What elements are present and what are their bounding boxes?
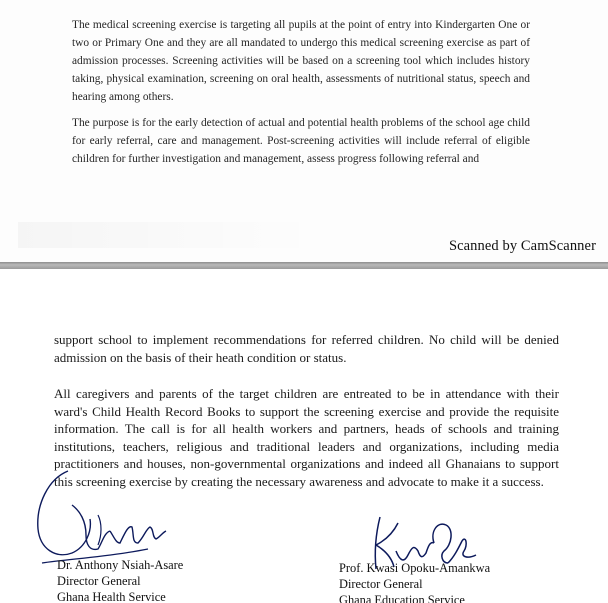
signatory-title: Director General (57, 573, 141, 588)
camscanner-watermark: Scanned by CamScanner (448, 238, 596, 254)
signatory-organization: Ghana Education Service (339, 592, 465, 603)
paragraph-call-to-action: All caregivers and parents of the target children are entreated to be in attendance with their ward's Child Health Record Books to support the screening exercise and provide the requisite information. The call is for all health workers and partners, heads of schools and training institutions, teachers, religious and traditional leaders and organizations, including media practitioners and houses, non-governmental organizations and indeed all Ghanaians to support this screening exercise by creating the necessary awareness and advocate to make it a success. (54, 386, 559, 489)
signatory-title: Director General (339, 576, 423, 591)
scan-smudge (18, 222, 318, 248)
signatory-organization: Ghana Health Service (57, 589, 166, 603)
signatory-left (57, 558, 183, 603)
signatory-name: Prof. Kwasi Opoku-Amankwa (339, 561, 491, 575)
scanned-page-bottom (0, 269, 608, 603)
paragraph-support-school: support school to implement recommendations for referred children. No child will be denied admission on the basis of their heath condition or status. (54, 332, 559, 365)
page-divider (0, 262, 608, 269)
signatory-name: Dr. Anthony Nsiah-Asare (57, 558, 184, 572)
scanned-page-top (0, 0, 608, 262)
paragraph-screening-target: The medical screening exercise is targeting all pupils at the point of entry into Kindergarten One or two or Primary One and they are all mandated to undergo this medical screening exercise as part of admission processes. Screening activities will be based on a screening tool which includes history taking, physical examination, screening on oral health, assessments of nutritional status, speech and hearing among others. (72, 19, 530, 103)
paragraph-purpose: The purpose is for the early detection of actual and potential health problems of the school age child for early referral, care and management. Post-screening activities will include referral of eligible children for further investigation and management, assess progress following referral and (72, 117, 530, 165)
signatory-right (339, 561, 490, 603)
